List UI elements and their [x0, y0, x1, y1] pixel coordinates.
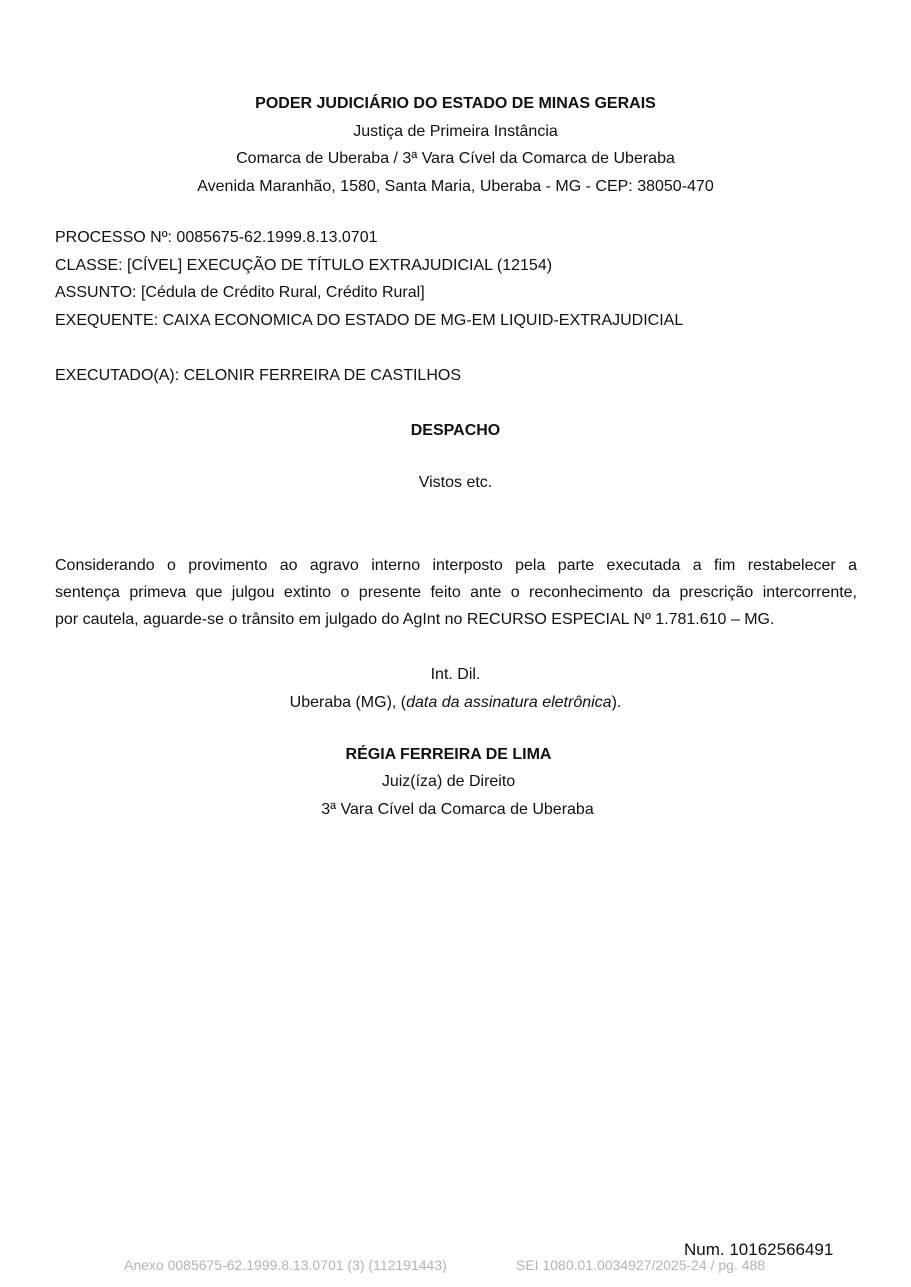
signature-date-note: data da assinatura eletrônica — [406, 694, 612, 711]
order-paragraph — [55, 552, 857, 633]
place-suffix: ). — [611, 694, 622, 711]
opening-line: Vistos etc. — [418, 474, 493, 491]
judge-court: 3ª Vara Cível da Comarca de Uberaba — [321, 801, 594, 818]
district-line: Comarca de Uberaba / 3ª Vara Cível da Comarca de Uberaba — [236, 150, 675, 167]
case-class: CLASSE: [CÍVEL] EXECUÇÃO DE TÍTULO EXTRAJUDICIAL (12154) — [55, 257, 553, 274]
court-heading: PODER JUDICIÁRIO DO ESTADO DE MINAS GERAIS — [255, 95, 656, 112]
paragraph-line: por cautela, aguarde-se o trânsito em julgado do AgInt no RECURSO ESPECIAL Nº 1.781.610 – MG. — [55, 611, 775, 628]
document-number: Num. 10162566491 — [684, 1240, 834, 1259]
place-date-line — [0, 693, 911, 713]
sei-reference: SEI 1080.01.0034927/2025-24 / pg. 488 — [516, 1257, 766, 1273]
document-title: DESPACHO — [410, 422, 501, 439]
claimant: EXEQUENTE: CAIXA ECONOMICA DO ESTADO DE MG-EM LIQUID-EXTRAJUDICIAL — [55, 312, 684, 329]
annex-reference: Anexo 0085675-62.1999.8.13.0701 (3) (112191443) — [124, 1257, 447, 1273]
paragraph-line: sentença primeva que julgou extinto o presente feito ante o reconhecimento da prescrição intercorrente, — [55, 584, 857, 601]
defendant: EXECUTADO(A): CELONIR FERREIRA DE CASTILHOS — [55, 367, 461, 384]
judge-name: RÉGIA FERREIRA DE LIMA — [345, 746, 552, 763]
judge-role: Juiz(íza) de Direito — [381, 773, 516, 790]
place-prefix: Uberaba (MG), ( — [289, 694, 407, 711]
closing-line: Int. Dil. — [430, 666, 481, 683]
address-line: Avenida Maranhão, 1580, Santa Maria, Uberaba - MG - CEP: 38050-470 — [197, 178, 714, 195]
case-subject: ASSUNTO: [Cédula de Crédito Rural, Crédito Rural] — [55, 284, 425, 301]
process-number: PROCESSO Nº: 0085675-62.1999.8.13.0701 — [55, 229, 378, 246]
instance-line: Justiça de Primeira Instância — [353, 123, 558, 140]
paragraph-line: Considerando o provimento ao agravo interno interposto pela parte executada a fim restabelecer a — [55, 557, 857, 574]
